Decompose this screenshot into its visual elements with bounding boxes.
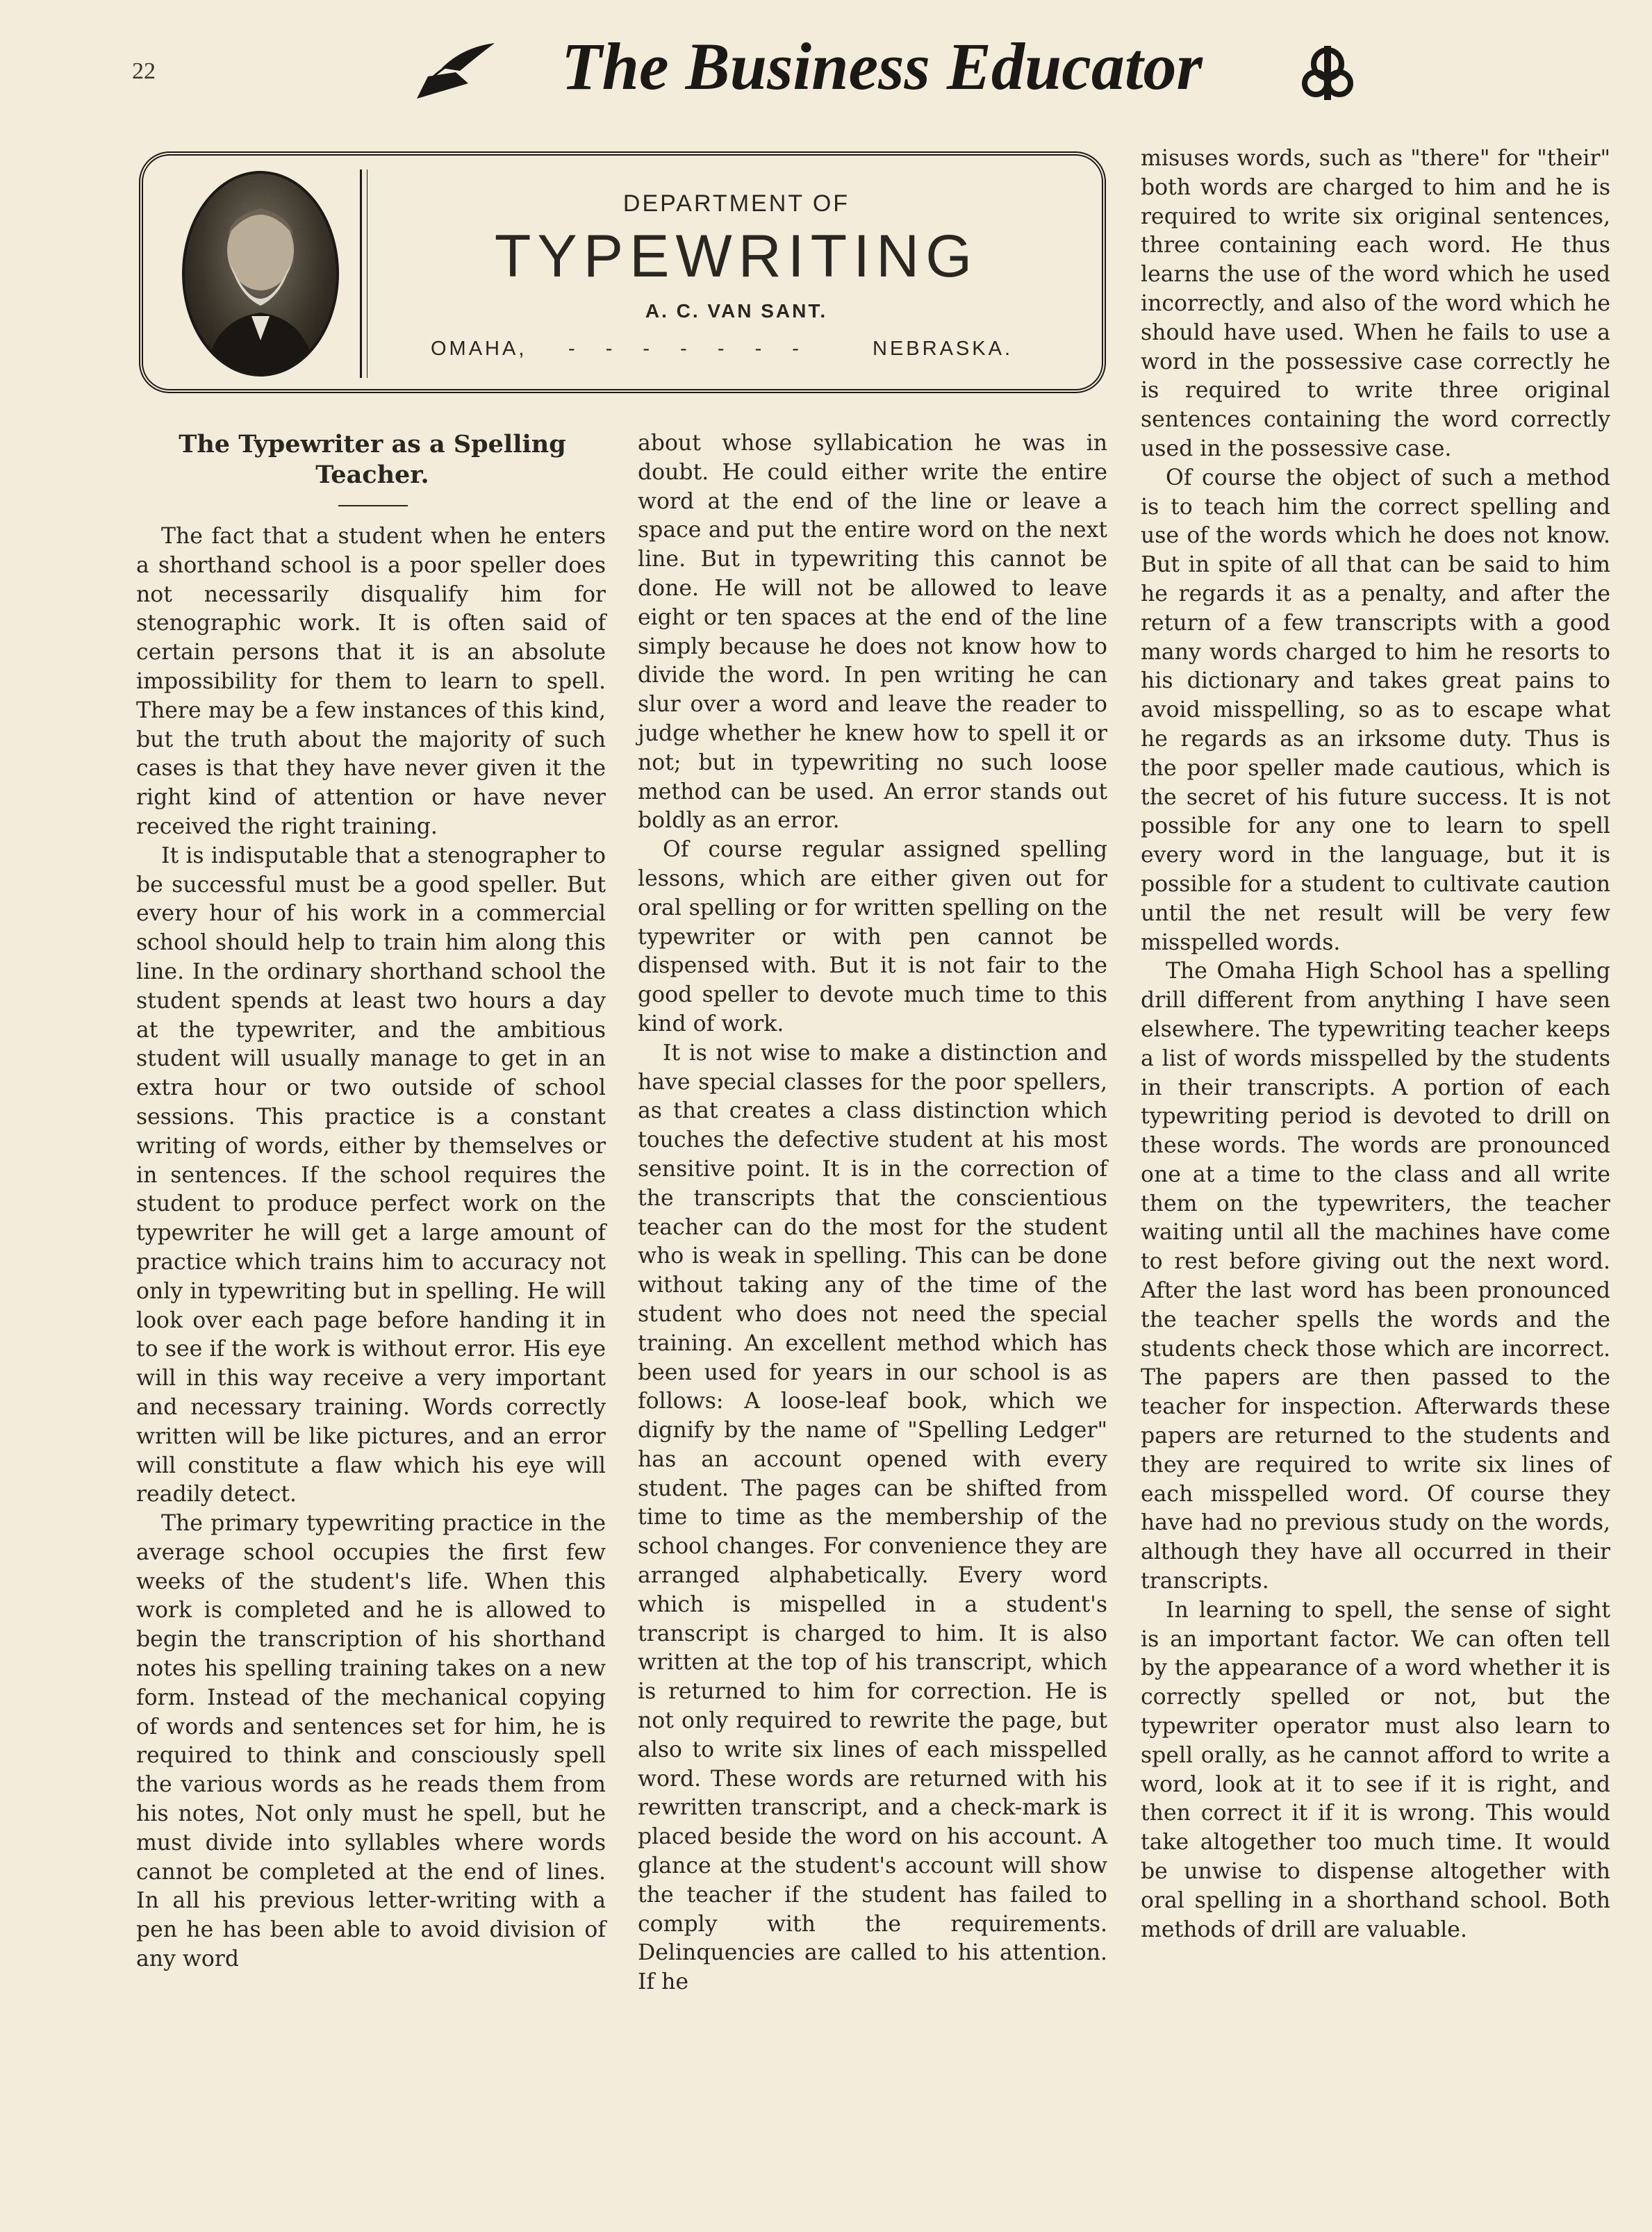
paragraph: Of course the object of such a method is to teach him the correct spelling and use of the words which he does not know. But in spite of all that can be said to him he regards it as a penalty, and after the return of a few transcripts with a good many words charged to him he resorts to his dictionary and takes great pains to avoid misspelling, so as to escape what he regards as an irksome duty. Thus is the poor speller made cautious, which is the secret of his future success. It is not possible for any one to learn to spell every word in the language, but it is possible for a student to cultivate caution until the net result will be very few misspelled words.: [1141, 465, 1610, 955]
article-title: [136, 429, 609, 490]
department-dashes: - - - - - - -: [568, 338, 811, 360]
title-rule: [338, 505, 408, 506]
page-number: 22: [132, 58, 156, 84]
left-column: [136, 522, 606, 1974]
paragraph: It is indisputable that a stenographer to be successful must be a good speller. But every hour of his work in a commercial school should help to train him along this line. In the ordinary shorthand school the student spends at least two hours a day at the typewriter, and the ambitious student will usually manage to get in an extra hour or two outside of school sessions. This practice is a constant writing of words, either by themselves or in sentences. If the school requires the student to produce perfect work on the typewriter he will get a large amount of practice which trains him to accuracy not only in typewriting but in spelling. He will look over each page before handing it in to see if the work is without error. His eye will in this way receive a very important and necessary training. Words correctly written will be like pictures, and an error will constitute a flaw which his eye will readily detect.: [136, 843, 606, 1507]
portrait-figure: [185, 174, 336, 374]
middle-column: [638, 429, 1107, 1997]
department-state: NEBRASKA.: [873, 338, 1013, 360]
paragraph: The fact that a student when he enters a shorthand school is a poor speller does not necessarily disqualify him for stenographic work. It is often said of certain persons that it is an absolute impossibility for them to learn to spell. There may be a few instances of this kind, but the truth about the majority of such cases is that they have never given it the right kind of attention or have never received the right training.: [136, 524, 606, 839]
author-portrait: [182, 171, 339, 377]
paragraph: misuses words, such as "there" for "their" both words are charged to him and he is required to write six original sentences, three containing each word. He thus learns the use of the word which he used incorrectly, and also of the word which he should have used. When he fails to use a word in the possessive case correctly he is required to write three original sentences containing the word correctly used in the possessive case.: [1141, 146, 1610, 461]
paragraph: Of course regular assigned spelling lessons, which are either given out for oral spelling or for written spelling on the typewriter or with pen cannot be dispensed with. But it is not fair to the good speller to devote much time to this kind of work.: [638, 837, 1107, 1036]
paragraph: The primary typewriting practice in the average school occupies the first few weeks of the student's life. When this work is completed and he is allowed to begin the transcription of his shorthand notes his spelling training takes on a new form. Instead of the mechanical copying of words and sentences set for him, he is required to think and consciously spell the various words as he reads them from his notes, Not only must he spell, but he must divide into syllables where words cannot be completed at the end of lines. In all his previous letter-writing with a pen he has been able to avoid division of any word: [136, 1511, 606, 1972]
paragraph: about whose syllabication he was in doubt. He could either write the entire word at the end of the line or leave a space and put the entire word on the next line. But in typewriting this cannot be done. He will not be allowed to leave eight or ten spaces at the end of the line simply because he does not know how to divide the word. In pen writing he can slur over a word and leave the reader to judge whether he knew how to spell it or not; but in typewriting no such loose method can be used. An error stands out boldly as an error.: [638, 431, 1107, 834]
quill-pen-icon: [414, 40, 497, 103]
masthead-title: The Business Educator: [561, 29, 1203, 104]
department-city: OMAHA,: [431, 338, 527, 360]
department-title: TYPEWRITING: [494, 223, 979, 290]
article-title-line-2: Teacher.: [315, 461, 429, 489]
paragraph: The Omaha High School has a spelling drill different from anything I have seen elsewhere. The typewriting teacher keeps a list of words misspelled by the students in their transcripts. A portion of each typewriting period is devoted to drill on these words. The words are pronounced one at a time to the class and all write them on the typewriters, the teacher waiting until all the machines have come to rest before giving out the next word. After the last word has been pronounced the teacher spells the words and the students check those which are incorrect. The papers are then passed to the teacher for inspection. Afterwards these papers are returned to the students and they are required to write six lines of each misspelled word. Of course they have had no previous study on the words, although they have all occurred in their transcripts.: [1141, 959, 1610, 1594]
paragraph: In learning to spell, the sense of sight is an important factor. We can often tell by the appearance of a word whether it is correctly spelled or not, but the typewriter operator must also learn to spell orally, as he cannot afford to write a word, look at it to see if it is right, and then correct it if it is wrong. This would take altogether too much time. It would be unwise to dispense altogether with oral spelling in a shorthand school. Both methods of drill are valuable.: [1141, 1597, 1610, 1942]
department-heading: DEPARTMENT OF: [622, 190, 850, 217]
right-column: [1141, 144, 1610, 1944]
ornament-emblem-icon: [1298, 43, 1357, 103]
paragraph: It is not wise to make a distinction and have special classes for the poor spellers, as that creates a class distinction which touches the defective student at his most sensitive point. It is in the correction of the transcripts that the conscientious teacher can do the most for the student who is weak in spelling. This can be done without taking any of the time of the student who does not need the special training. An excellent method which has been used for years in our school is as follows: A loose-leaf book, which we dignify by the name of "Spelling Ledger" has an account opened with every student. The pages can be shifted from time to time as the membership of the school changes. For convenience they are arranged alphabetically. Every word which is mispelled in a student's transcript is charged to him. It is also written at the top of his transcript, which is returned to him for correction. He is not only required to rewrite the page, but also to write six lines of each misspelled word. These words are returned with his rewritten transcript, and a check-mark is placed beside the word on his account. A glance at the student's account will show the teacher if the student has failed to comply with the requirements. Delinquencies are called to his attention. If he: [638, 1040, 1107, 1995]
header-divider: [360, 170, 362, 378]
article-title-line-1: The Typewriter as a Spelling: [179, 430, 566, 458]
department-author: A. C. VAN SANT.: [645, 300, 828, 322]
